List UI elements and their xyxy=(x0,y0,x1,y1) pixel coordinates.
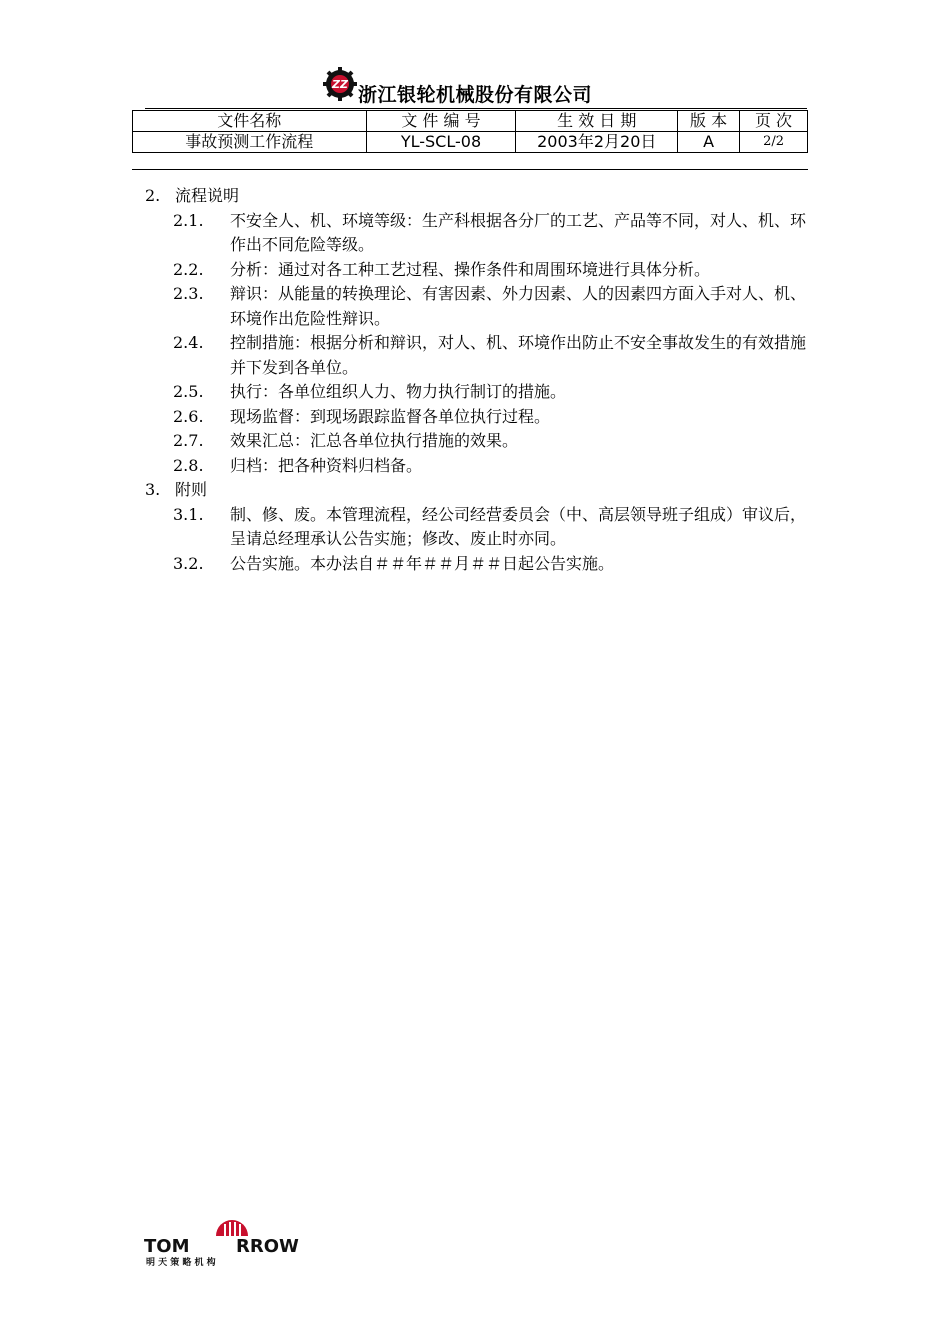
label-effective-date: 生 效 日 期 xyxy=(516,111,678,132)
header-rule-bottom xyxy=(132,169,808,170)
company-name: 浙江银轮机械股份有限公司 xyxy=(358,84,593,106)
list-item: 2.8. 归档：把各种资料归档备。 xyxy=(173,455,423,475)
section-heading: 3. 附则 xyxy=(145,480,208,499)
label-version: 版 本 xyxy=(678,111,740,132)
brand-subtitle: 明 天 策 略 机 构 xyxy=(146,1258,216,1266)
value-doc-name: 事故预测工作流程 xyxy=(133,132,367,153)
list-item: 2.7. 效果汇总：汇总各单位执行措施的效果。 xyxy=(173,431,519,450)
document-body xyxy=(145,184,810,576)
list-item: 3.2. 公告实施。本办法自＃＃年＃＃月＃＃日起公告实施。 xyxy=(173,553,615,573)
document-header-table xyxy=(132,110,808,153)
value-effective-date: 2003年2月20日 xyxy=(516,132,678,153)
svg-text:ZZ: ZZ xyxy=(332,78,348,91)
list-item: 2.5. 执行：各单位组织人力、物力执行制订的措施。 xyxy=(173,382,567,401)
list-item: 2.3. 辩识：从能量的转换理论、有害因素、外力因素、人的因素四方面入手对人、机、环境作出危险性辩识。 xyxy=(173,284,807,328)
list-item: 2.4. 控制措施：根据分析和辩识，对人、机、环境作出防止不安全事故发生的有效措施并下发到各单位。 xyxy=(173,333,807,377)
label-page: 页 次 xyxy=(740,111,808,132)
brand-right: RROW xyxy=(236,1236,299,1257)
value-page: 2/2 xyxy=(740,132,808,153)
header-rule-top xyxy=(145,108,807,109)
label-doc-number: 文 件 编 号 xyxy=(366,111,516,132)
gear-logo-icon xyxy=(322,66,358,102)
header-value-row xyxy=(133,132,808,153)
value-version: A xyxy=(678,132,740,153)
label-doc-name: 文件名称 xyxy=(133,111,367,132)
tomorrow-logo-icon xyxy=(144,1214,304,1266)
list-item: 2.6. 现场监督：到现场跟踪监督各单位执行过程。 xyxy=(173,406,551,426)
brand-left: TOM xyxy=(144,1236,190,1257)
list-item: 3.1. 制、修、废。本管理流程，经公司经营委员会（中、高层领导班子组成）审议后，呈请总经理承认公告实施；修改、废止时亦同。 xyxy=(173,504,807,548)
value-doc-number: YL-SCL-08 xyxy=(366,132,516,153)
header-label-row xyxy=(133,111,808,132)
list-item: 2.2. 分析：通过对各工种工艺过程、操作条件和周围环境进行具体分析。 xyxy=(173,259,711,279)
list-item: 2.1. 不安全人、机、环境等级：生产科根据各分厂的工艺、产品等不同，对人、机、环作出不同危险等级。 xyxy=(173,210,807,254)
section-heading: 2. 流程说明 xyxy=(145,186,240,205)
